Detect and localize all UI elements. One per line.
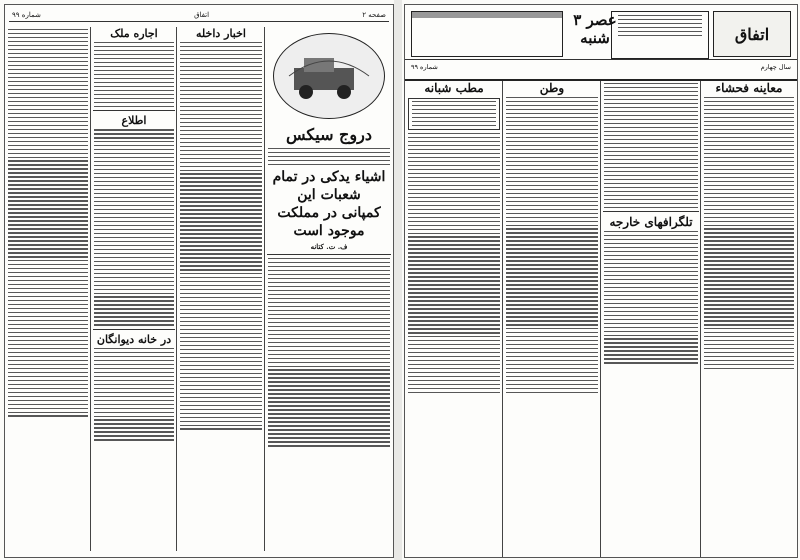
- masthead-date-title: عصر ۳ شنبه: [573, 11, 617, 47]
- far-left-text: [8, 29, 88, 417]
- left-page: [4, 4, 394, 558]
- left-column-text: [268, 258, 390, 447]
- domestic-news-column: [176, 27, 265, 551]
- ad-slogan: [265, 168, 393, 240]
- paper-logo: اتفاق: [713, 11, 791, 57]
- domestic-news-heading: اخبار داخله: [196, 27, 246, 40]
- moral-article-heading: معاینه فحشاء: [715, 81, 783, 95]
- night-clinic-heading: مطب شبانه: [424, 81, 484, 95]
- page-gutter: [394, 0, 402, 560]
- ad-body-text: [268, 148, 390, 165]
- volume-year: سال چهارم: [760, 63, 791, 71]
- col-moral-article: [700, 81, 797, 557]
- left-page-header: [9, 9, 389, 22]
- col-telegrams: [600, 81, 701, 557]
- page-label: صفحه ۲: [362, 11, 386, 19]
- col-homeland: [502, 81, 601, 557]
- issue-number: شماره ۹۹: [12, 11, 41, 19]
- ad-brand: دروج سیکس: [286, 125, 372, 144]
- ad-company: ف. ت. کتانه: [310, 241, 348, 251]
- domestic-news-text: [180, 42, 262, 430]
- ad-slogan-line1: اشیاء یدکی در تمام شعبات این: [272, 168, 386, 203]
- subscription-info: [611, 11, 709, 59]
- ad-column: [264, 27, 393, 551]
- far-left-column: [4, 27, 91, 551]
- right-page-columns: [405, 81, 797, 557]
- foreign-telegrams-heading: تلگرافهای خارجه: [609, 214, 693, 229]
- notice-heading: اطلاع: [121, 114, 147, 128]
- asylum-heading: در خانه دیوانگان: [96, 332, 172, 346]
- homeland-heading: وطن: [539, 81, 565, 95]
- right-page: [404, 4, 798, 558]
- issue-label: شماره ۹۹: [411, 63, 438, 71]
- masthead: [405, 5, 797, 81]
- stats-table: [411, 11, 563, 57]
- paper-name: اتفاق: [194, 11, 210, 19]
- masthead-subbar: [405, 59, 797, 74]
- col-night-clinic: [404, 81, 503, 557]
- rental-heading: اجاره ملک: [110, 27, 158, 40]
- car-advert-illustration: [273, 33, 385, 119]
- ad-slogan-line2: کمپانی در مملکت موجود است: [277, 204, 381, 239]
- rental-column: [90, 27, 177, 551]
- clinic-notice-box: [408, 98, 500, 130]
